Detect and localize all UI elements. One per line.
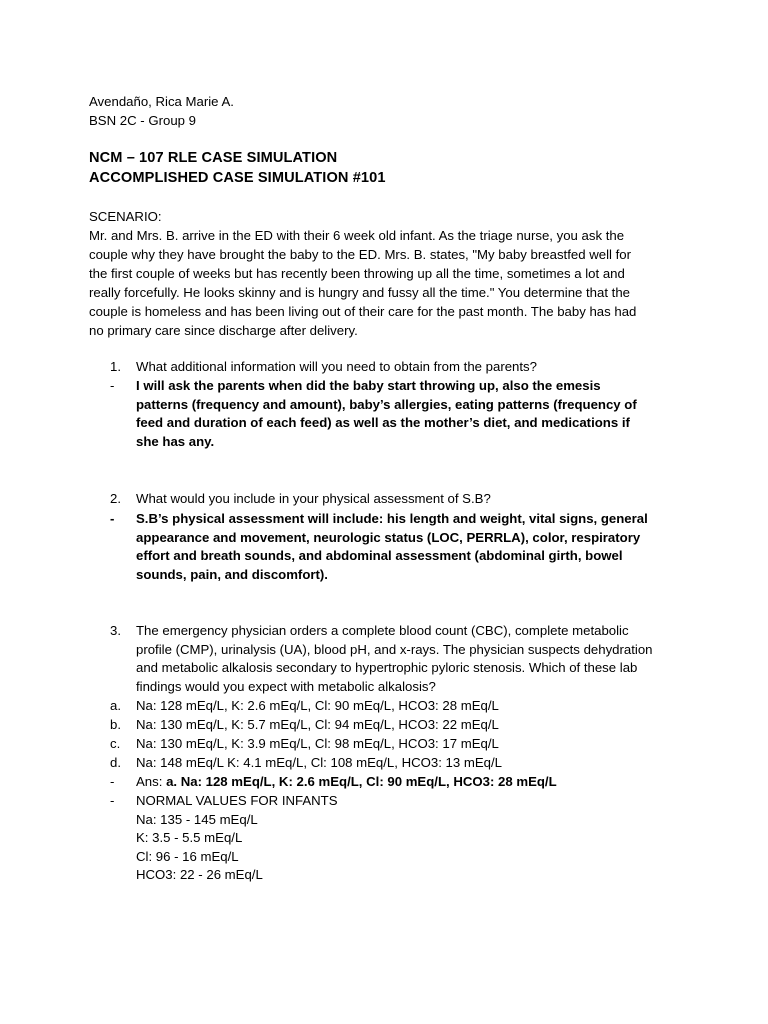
option-c-marker: c. <box>110 736 121 751</box>
option-b-marker: b. <box>110 717 121 732</box>
answer-1-text <box>136 377 676 451</box>
answer-3-line <box>136 773 676 792</box>
answer-2-line: sounds, pain, and discomfort). <box>136 566 328 582</box>
scenario-line: really forcefully. He looks skinny and is hungry and fussy all the time." You determine that the <box>89 285 631 300</box>
normal-values-dash: - <box>110 793 115 808</box>
option-d-marker: d. <box>110 755 121 770</box>
question-2-line: What would you include in your physical assessment of S.B? <box>136 491 491 506</box>
question-1-text <box>136 358 676 377</box>
normal-value-na: Na: 135 - 145 mEq/L <box>136 811 258 827</box>
question-3-text <box>136 622 676 696</box>
answer-2-line: effort and breath sounds, and abdominal assessment (abdominal girth, bowel <box>136 548 623 564</box>
answer-1-line: she has any. <box>136 433 215 449</box>
document-title-line-1: NCM – 107 RLE CASE SIMULATION <box>89 150 338 166</box>
answer-3-prefix: Ans: <box>136 774 167 789</box>
answer-1-line: patterns (frequency and amount), baby’s allergies, eating patterns (frequency of <box>136 396 637 412</box>
question-2-text <box>136 490 676 509</box>
scenario-line: couple why they have brought the baby to the ED. Mrs. B. states, "My baby breastfed well for <box>89 247 631 262</box>
answer-2-line: appearance and movement, neurologic status (LOC, PERRLA), color, respiratory <box>136 529 641 545</box>
document-title-line-2: ACCOMPLISHED CASE SIMULATION #101 <box>89 170 386 186</box>
answer-3-value: a. Na: 128 mEq/L, K: 2.6 mEq/L, Cl: 90 mEq/L, HCO3: 28 mEq/L <box>166 774 557 789</box>
scenario-heading: SCENARIO: <box>89 209 162 224</box>
question-3-line: profile (CMP), urinalysis (UA), blood pH, and x-rays. The physician suspects dehydration <box>136 641 653 657</box>
question-3-number: 3. <box>110 623 121 638</box>
question-3-line: The emergency physician orders a complete blood count (CBC), complete metabolic <box>136 623 629 638</box>
question-2-number: 2. <box>110 491 121 506</box>
normal-values-heading: NORMAL VALUES FOR INFANTS <box>136 793 338 808</box>
option-b-text: Na: 130 mEq/L, K: 5.7 mEq/L, Cl: 94 mEq/L, HCO3: 22 mEq/L <box>136 717 499 732</box>
option-a-marker: a. <box>110 698 121 713</box>
answer-3-dash: - <box>110 774 115 789</box>
option-d-text: Na: 148 mEq/L K: 4.1 mEq/L, Cl: 108 mEq/L, HCO3: 13 mEq/L <box>136 755 503 770</box>
answer-2-text <box>136 510 676 584</box>
normal-value-cl: Cl: 96 - 16 mEq/L <box>136 848 239 864</box>
option-c-text: Na: 130 mEq/L, K: 3.9 mEq/L, Cl: 98 mEq/L, HCO3: 17 mEq/L <box>136 736 499 751</box>
question-1-number: 1. <box>110 359 121 374</box>
normal-value-hco3: HCO3: 22 - 26 mEq/L <box>136 867 263 883</box>
answer-1-dash: - <box>110 378 115 393</box>
answer-2-line: S.B’s physical assessment will include: his length and weight, vital signs, general <box>136 511 648 526</box>
normal-values-list <box>136 792 676 885</box>
option-a-text: Na: 128 mEq/L, K: 2.6 mEq/L, Cl: 90 mEq/L, HCO3: 28 mEq/L <box>136 698 499 713</box>
scenario-line: couple is homeless and has been living out of their care for the past month. The baby has had <box>89 304 637 319</box>
question-3-line: and metabolic alkalosis secondary to hypertrophic pyloric stenosis. Which of these lab <box>136 660 638 676</box>
answer-1-line: I will ask the parents when did the baby start throwing up, also the emesis <box>136 378 601 393</box>
answer-2-dash: - <box>110 511 115 526</box>
answer-1-line: feed and duration of each feed) as well as the mother’s diet, and medications if <box>136 415 630 431</box>
scenario-line: the first couple of weeks but has recently been throwing up all the time, sometimes a lot and <box>89 266 625 281</box>
scenario-line: no primary care since discharge after delivery. <box>89 323 358 338</box>
question-1-line: What additional information will you need to obtain from the parents? <box>136 359 537 374</box>
author-name: Avendaño, Rica Marie A. <box>89 94 234 109</box>
scenario-paragraph <box>89 226 679 340</box>
author-section: BSN 2C - Group 9 <box>89 113 197 128</box>
question-3-line: findings would you expect with metabolic alkalosis? <box>136 678 436 694</box>
normal-value-k: K: 3.5 - 5.5 mEq/L <box>136 830 243 846</box>
scenario-line: Mr. and Mrs. B. arrive in the ED with their 6 week old infant. As the triage nurse, you ask the <box>89 228 625 243</box>
